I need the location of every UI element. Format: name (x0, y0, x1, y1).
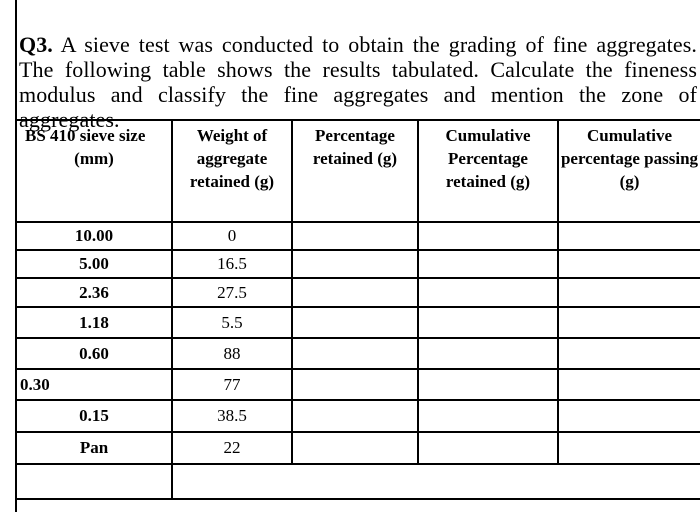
sieve-size-cell: 0.15 (16, 400, 172, 432)
cumulative-retained-cell[interactable] (418, 338, 558, 369)
table-total-row (16, 464, 700, 499)
sieve-size-cell: 0.60 (16, 338, 172, 369)
total-label-cell[interactable] (16, 464, 172, 499)
percentage-retained-cell[interactable] (292, 307, 418, 338)
total-value-cell[interactable] (172, 464, 700, 499)
table-row (16, 222, 700, 250)
cumulative-retained-cell[interactable] (418, 432, 558, 464)
cumulative-passing-cell[interactable] (558, 307, 700, 338)
percentage-retained-cell[interactable] (292, 250, 418, 278)
cumulative-passing-cell[interactable] (558, 278, 700, 307)
header-sieve-size (16, 120, 172, 222)
table-row (16, 400, 700, 432)
cumulative-passing-cell[interactable] (558, 250, 700, 278)
table-row (16, 338, 700, 369)
percentage-retained-cell[interactable] (292, 278, 418, 307)
cumulative-retained-cell[interactable] (418, 307, 558, 338)
weight-cell: 38.5 (172, 400, 292, 432)
sieve-size-cell: Pan (16, 432, 172, 464)
percentage-retained-cell[interactable] (292, 338, 418, 369)
question-number: Q3. (19, 32, 53, 57)
weight-cell: 16.5 (172, 250, 292, 278)
sieve-size-cell: 1.18 (16, 307, 172, 338)
sieve-size-cell: 2.36 (16, 278, 172, 307)
sieve-size-cell: 0.30 (16, 369, 172, 400)
header-weight-retained: Weight of aggregate retained (g) (172, 120, 292, 222)
weight-cell: 77 (172, 369, 292, 400)
question-body: A sieve test was conducted to obtain the grading of fine aggregates. The following table shows the results tabulated. Calculate the fineness modulus and classify the fine aggregates and mention the zone of aggregates. (19, 32, 697, 132)
cumulative-passing-cell[interactable] (558, 222, 700, 250)
weight-cell: 5.5 (172, 307, 292, 338)
cumulative-passing-cell[interactable] (558, 369, 700, 400)
question-text (19, 32, 697, 132)
cumulative-passing-cell[interactable] (558, 432, 700, 464)
cumulative-passing-cell[interactable] (558, 338, 700, 369)
weight-cell: 27.5 (172, 278, 292, 307)
cumulative-retained-cell[interactable] (418, 250, 558, 278)
percentage-retained-cell[interactable] (292, 369, 418, 400)
cumulative-retained-cell[interactable] (418, 222, 558, 250)
cumulative-retained-cell[interactable] (418, 278, 558, 307)
header-cumulative-retained: Cumulative Percentage retained (g) (418, 120, 558, 222)
header-cumulative-passing: Cumulative percentage passing (g) (558, 120, 700, 222)
sieve-size-cell: 5.00 (16, 250, 172, 278)
table-row (16, 278, 700, 307)
sieve-analysis-table (15, 119, 700, 500)
header-sieve-size-unit: (mm) (74, 149, 114, 168)
weight-cell: 22 (172, 432, 292, 464)
percentage-retained-cell[interactable] (292, 400, 418, 432)
table-row (16, 369, 700, 400)
percentage-retained-cell[interactable] (292, 432, 418, 464)
cumulative-retained-cell[interactable] (418, 369, 558, 400)
table-header-row (16, 120, 700, 222)
percentage-retained-cell[interactable] (292, 222, 418, 250)
weight-cell: 0 (172, 222, 292, 250)
table-row (16, 307, 700, 338)
table-row (16, 432, 700, 464)
sieve-size-cell: 10.00 (16, 222, 172, 250)
cumulative-passing-cell[interactable] (558, 400, 700, 432)
header-percentage-retained: Percentage retained (g) (292, 120, 418, 222)
table-row (16, 250, 700, 278)
cumulative-retained-cell[interactable] (418, 400, 558, 432)
header-sieve-size-line1: BS 410 sieve size (25, 126, 146, 145)
weight-cell: 88 (172, 338, 292, 369)
